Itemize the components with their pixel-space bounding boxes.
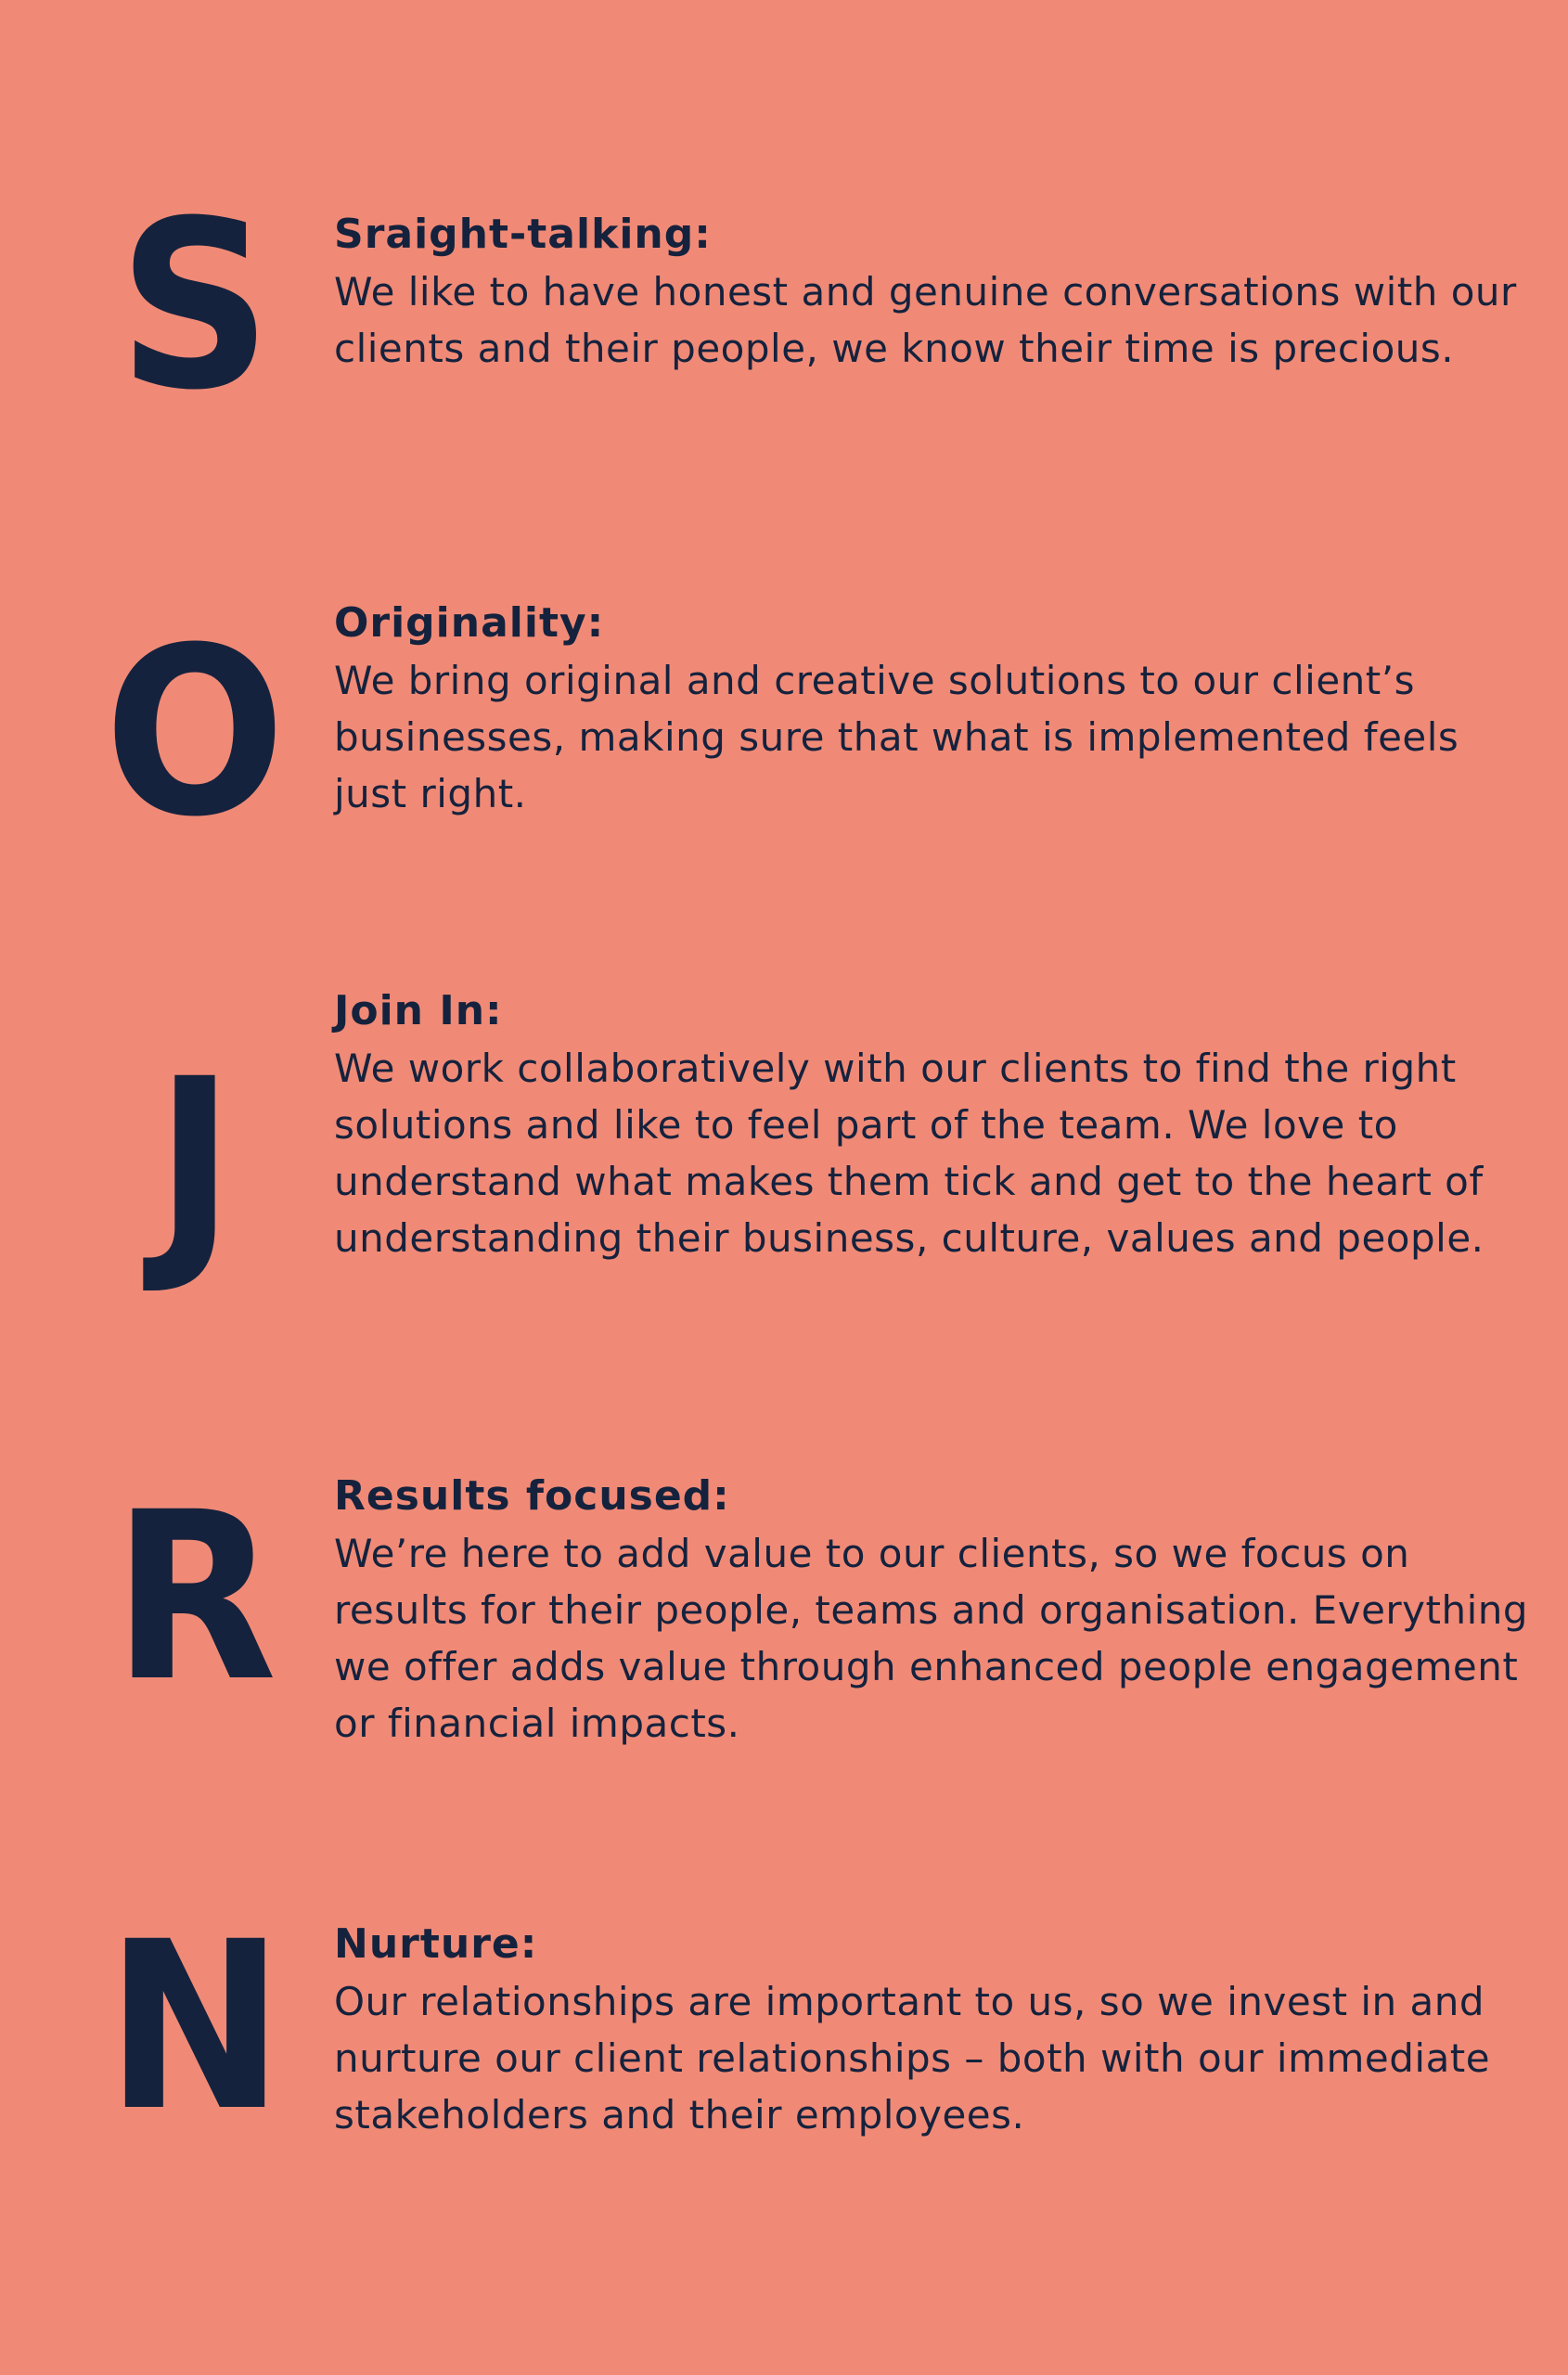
- value-title: Nurture:: [334, 1920, 538, 1968]
- value-description: We like to have honest and genuine conversations with our clients and their people, we know their time is precious.: [334, 269, 1517, 371]
- value-text-block: [334, 1468, 1531, 1752]
- letter-n: N: [105, 1892, 285, 2162]
- value-title: Results focused:: [334, 1472, 730, 1520]
- letter-s: S: [118, 171, 272, 441]
- value-description: We’re here to add value to our clients, so we focus on results for their people, teams and organisation. Everything we offer adds value through enhanced people engagement or financial impacts.: [334, 1531, 1529, 1746]
- letter-r: R: [112, 1462, 277, 1732]
- value-title: Join In:: [334, 987, 503, 1034]
- letter-o: O: [104, 597, 286, 867]
- value-description: Our relationships are important to us, so we invest in and nurture our client relationships – both with our immediate stakeholders and their employees.: [334, 1979, 1491, 2138]
- value-text-block: [334, 595, 1531, 822]
- value-title: Originality:: [334, 599, 605, 647]
- value-description: We work collaboratively with our clients to find the right solutions and like to feel part of the team. We love to understand what makes them tick and get to the heart of understanding their business, culture, values and people.: [334, 1046, 1484, 1261]
- value-text-block: [334, 206, 1531, 377]
- value-title: Sraight-talking:: [334, 211, 712, 258]
- letter-j: J: [155, 1029, 235, 1299]
- value-description: We bring original and creative solutions to our client’s businesses, making sure that what is implemented feels just right.: [334, 658, 1459, 816]
- value-text-block: [334, 1916, 1531, 2143]
- value-text-block: [334, 982, 1531, 1266]
